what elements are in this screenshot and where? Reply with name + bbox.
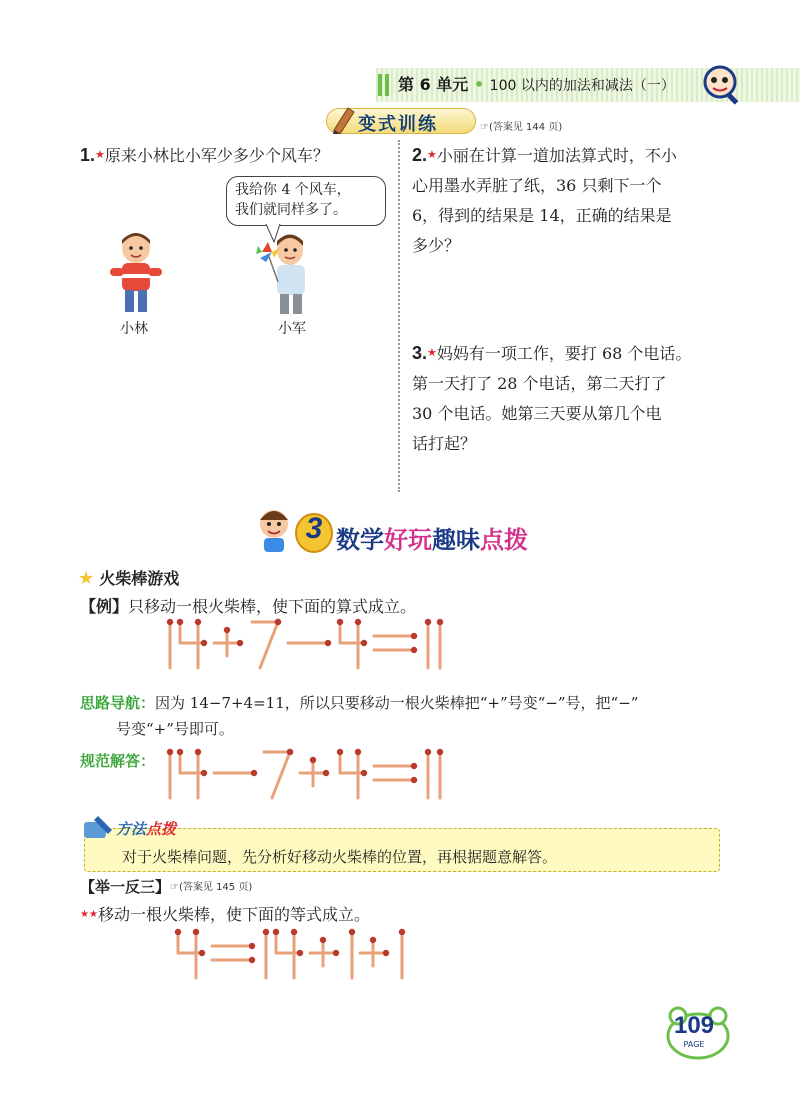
magnifier-mascot-icon <box>700 62 742 106</box>
column-divider <box>398 140 400 492</box>
header-title: 第 6 单元 • 100 以内的加法和减法（一） <box>398 75 675 94</box>
matchstick-glyph <box>437 749 443 798</box>
mascot-icon <box>252 506 298 556</box>
star-icon: ★ <box>427 148 437 161</box>
practice-prompt: ★★移动一根火柴棒，使下面的等式成立。 <box>80 905 370 924</box>
matchstick-glyph <box>177 749 207 798</box>
star-icon: ★ <box>95 148 105 161</box>
header-marks <box>378 74 392 96</box>
method-tip-text: 对于火柴棒问题，先分析好移动火柴棒的位置，再根据题意解答。 <box>122 848 558 866</box>
matchstick-glyph <box>214 770 257 776</box>
page-number: 109 <box>673 1012 715 1039</box>
matchstick-equation-example <box>160 618 580 674</box>
matchstick-glyph <box>273 929 303 978</box>
pinwheel-icon <box>256 242 280 282</box>
answer-label: 规范解答： <box>80 752 156 770</box>
matchstick-glyph <box>167 619 173 668</box>
matchstick-glyph <box>399 929 405 978</box>
speech-bubble: 我给你 4 个风车， 我们就同样多了。 <box>226 176 386 226</box>
matchstick-glyph <box>437 619 443 668</box>
matchstick-glyph <box>167 749 173 798</box>
section-banner-title: 变式训练 <box>358 114 438 135</box>
matchstick-glyph <box>264 749 293 798</box>
star-icon: ★★ <box>80 909 98 920</box>
matchstick-glyph <box>288 640 331 646</box>
example-prompt: 【例】只移动一根火柴棒，使下面的算式成立。 <box>80 597 417 616</box>
brush-icon <box>82 812 116 842</box>
matchstick-glyph <box>374 633 417 653</box>
boy-xiaojun-illustration <box>252 232 322 318</box>
section3-title: 数学好玩趣味点拨 <box>336 526 528 554</box>
matchstick-glyph <box>175 929 205 978</box>
matchstick-glyph <box>360 937 389 966</box>
matchstick-glyph <box>212 943 255 963</box>
answer-reference: ☞(答案见 144 页) <box>480 122 563 133</box>
matchstick-equation-practice <box>170 928 570 984</box>
name-xiaolin: 小林 <box>120 321 148 337</box>
question-2: 2.★小丽在计算一道加法算式时，不小 心用墨水弄脏了纸，36 只剩下一个 6，得到的结果是 14，正确的结果是 多少？ <box>412 145 677 255</box>
method-tip-label: 方法点拨 <box>116 820 177 838</box>
matchstick-glyph <box>310 937 339 966</box>
matchstick-glyph <box>337 619 367 668</box>
star-icon: ★ <box>427 346 437 359</box>
matchstick-glyph <box>263 929 269 978</box>
matchstick-glyph <box>374 763 417 783</box>
name-xiaojun: 小军 <box>278 321 306 337</box>
topic-heading: ★ 火柴棒游戏 <box>78 568 180 589</box>
pen-icon <box>330 104 358 134</box>
hint-block: 思路导航：因为 14−7+4=11，所以只要移动一根火柴棒把“+”号变“−”号，把“−” 号变“+”号即可。 <box>80 694 639 738</box>
matchstick-glyph <box>425 749 431 798</box>
matchstick-glyph <box>177 619 207 668</box>
matchstick-glyph <box>214 627 243 656</box>
matchstick-glyph <box>252 619 281 668</box>
question-1: 1.★原来小林比小军少多少个风车？ <box>80 145 329 165</box>
matchstick-equation-answer <box>160 748 580 804</box>
section-number: 3 <box>305 512 323 545</box>
page-word: PAGE <box>683 1040 705 1049</box>
question-3: 3.★妈妈有一项工作，要打 68 个电话。 第一天打了 28 个电话，第二天打了 30 个电话。她第三天要从第几个电 话打起？ <box>412 343 692 453</box>
matchstick-glyph <box>300 757 329 786</box>
practice-heading: 【举一反三】☞(答案见 145 页) <box>80 878 253 896</box>
matchstick-glyph <box>349 929 355 978</box>
matchstick-glyph <box>425 619 431 668</box>
unit-label: 第 6 单元 <box>398 75 469 94</box>
boy-xiaolin-illustration <box>104 230 168 316</box>
chapter-title: 100 以内的加法和减法（一） <box>489 78 675 94</box>
matchstick-glyph <box>337 749 367 798</box>
star-icon: ★ <box>78 568 95 589</box>
